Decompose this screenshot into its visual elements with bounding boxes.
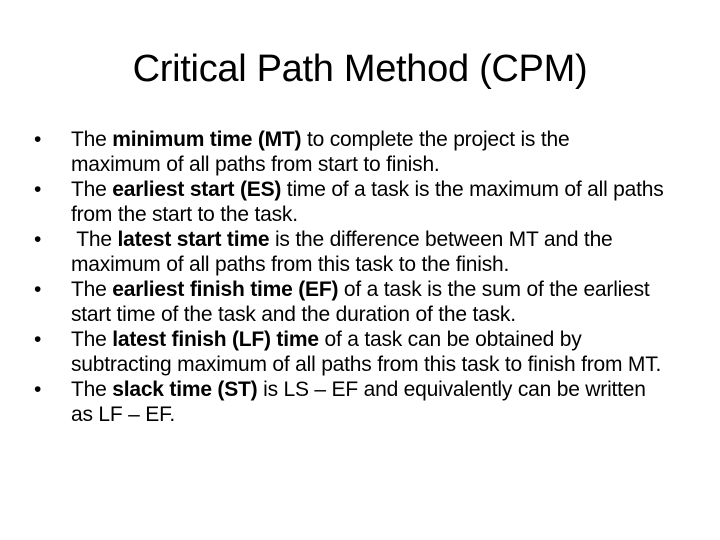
bullet-term: earliest start (ES) [112, 178, 282, 201]
bullet-item-minimum-time [0, 127, 720, 177]
bullet-dot-icon: • [34, 278, 42, 301]
bullet-term: latest start time [117, 228, 270, 251]
bullet-dot-icon: • [34, 178, 42, 201]
bullet-item-earliest-finish [0, 277, 720, 327]
bullet-text-pre: The [71, 328, 113, 351]
bullet-text-pre: The [71, 178, 113, 201]
bullet-text-post: is LS – EF and equivalently can be written as LF – EF. [71, 378, 646, 426]
bullet-term: latest finish (LF) time [112, 328, 319, 351]
bullet-dot-icon: • [34, 378, 42, 401]
bullet-text-pre: The [71, 278, 113, 301]
bullet-text-post: of a task is the sum of the earliest start time of the task and the duration of the task. [71, 278, 650, 326]
bullet-list [0, 127, 720, 427]
bullet-dot-icon: • [34, 128, 42, 151]
bullet-dot-icon: • [34, 328, 42, 351]
bullet-item-latest-finish [0, 327, 720, 377]
bullet-text-post: to complete the project is the maximum of all paths from start to finish. [71, 128, 570, 176]
bullet-text-post: of a task can be obtained by subtracting maximum of all paths from this task to finish from MT. [71, 328, 662, 376]
bullet-text-pre: The [71, 228, 118, 251]
bullet-item-slack-time [0, 377, 720, 427]
bullet-text-pre: The [71, 128, 113, 151]
bullet-item-earliest-start [0, 177, 720, 227]
bullet-dot-icon: • [34, 228, 42, 251]
slide-title: Critical Path Method (CPM) [132, 48, 588, 90]
bullet-term: earliest finish time (EF) [112, 278, 339, 301]
bullet-text-post: is the difference between MT and the maximum of all paths from this task to the finish. [71, 228, 613, 276]
bullet-text-pre: The [71, 378, 113, 401]
bullet-term: minimum time (MT) [112, 128, 302, 151]
bullet-text-post: time of a task is the maximum of all paths from the start to the task. [71, 178, 664, 226]
bullet-term: slack time (ST) [112, 378, 258, 401]
bullet-item-latest-start [0, 227, 720, 277]
